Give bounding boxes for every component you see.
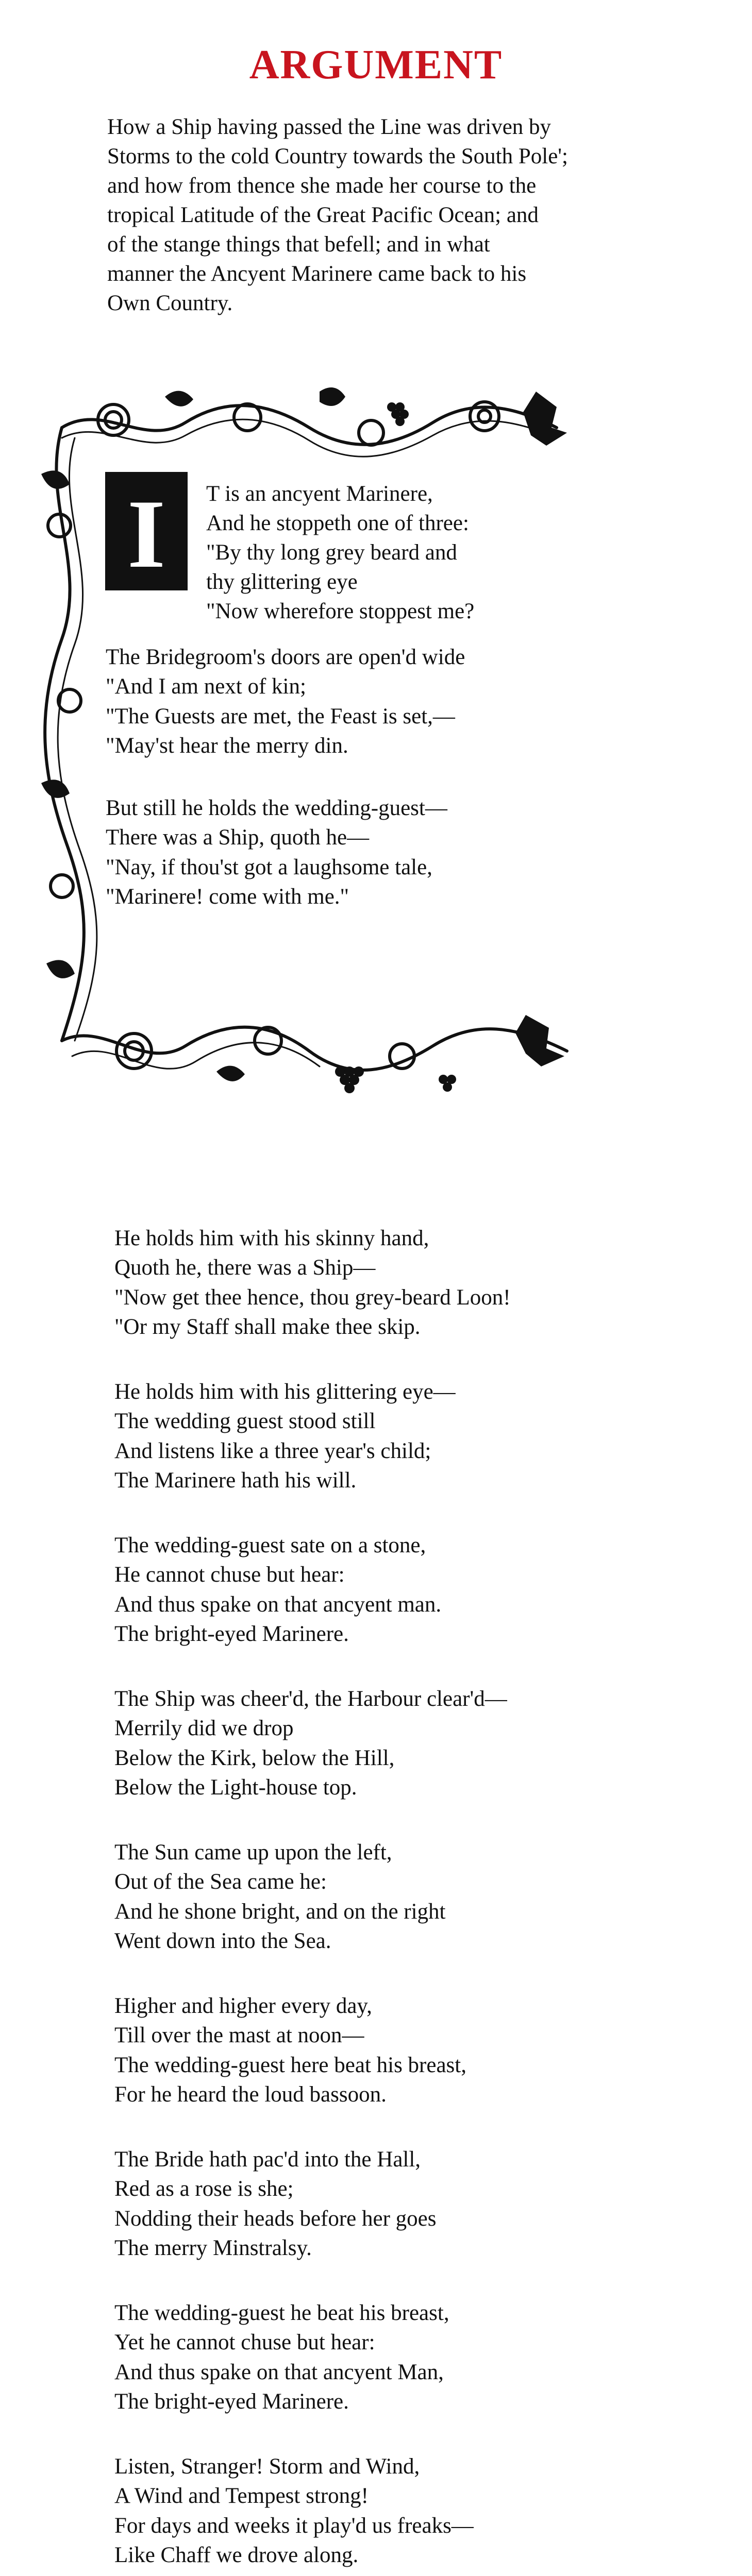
argument-line: of the stange things that befell; and in what — [107, 232, 490, 257]
verse-line: Like Chaff we drove along. — [114, 2543, 359, 2568]
verse-line: "By thy long grey beard and — [206, 540, 457, 565]
verse-line: Higher and higher every day, — [114, 1994, 372, 2018]
verse-line: "Or my Staff shall make thee skip. — [114, 1315, 421, 1340]
argument-paragraph — [107, 112, 664, 318]
stanza — [114, 1684, 507, 1803]
verse-line: The Ship was cheer'd, the Harbour clear'd— — [114, 1687, 507, 1711]
verse-line: Listen, Stranger! Storm and Wind, — [114, 2454, 420, 2479]
verse-line: T is an ancyent Marinere, — [206, 482, 433, 506]
stanza — [114, 2145, 437, 2263]
argument-line: tropical Latitude of the Great Pacific Ocean; and — [107, 203, 539, 227]
verse-line: The Sun came up upon the left, — [114, 1840, 392, 1865]
verse-line: "Now wherefore stoppest me? — [206, 599, 475, 623]
verse-line: The merry Minstralsy. — [114, 2236, 312, 2261]
verse-line: The wedding-guest here beat his breast, — [114, 2053, 466, 2077]
verse-line: The Bride hath pac'd into the Hall, — [114, 2147, 421, 2172]
framed-stanza — [106, 642, 465, 761]
verse-line: And he stoppeth one of three: — [206, 511, 469, 535]
stanza — [114, 1224, 511, 1342]
verse-line: But still he holds the wedding-guest— — [106, 796, 447, 820]
verse-line: A Wind and Tempest strong! — [114, 2484, 369, 2509]
argument-line: How a Ship having passed the Line was driven by — [107, 115, 552, 139]
verse-line: "And I am next of kin; — [106, 674, 306, 699]
verse-line: And he shone bright, and on the right — [114, 1899, 446, 1924]
argument-line: Storms to the cold Country towards the South Pole'; — [107, 144, 568, 168]
stanza — [114, 1838, 446, 1956]
verse-line: Went down into the Sea. — [114, 1929, 331, 1954]
verse-line: The wedding-guest sate on a stone, — [114, 1533, 426, 1557]
argument-line: and how from thence she made her course to the — [107, 174, 537, 198]
verse-line: "The Guests are met, the Feast is set,— — [106, 704, 455, 728]
stanza — [114, 1531, 441, 1649]
verse-line: Below the Light-house top. — [114, 1775, 357, 1800]
verse-line: Below the Kirk, below the Hill, — [114, 1745, 395, 1770]
stanza — [114, 2298, 449, 2417]
verse-line: And listens like a three year's child; — [114, 1438, 431, 1463]
verse-line: And thus spake on that ancyent Man, — [114, 2360, 444, 2384]
verse-line: He cannot chuse but hear: — [114, 1563, 345, 1587]
verse-line: He holds him with his skinny hand, — [114, 1226, 429, 1250]
verse-line: Quoth he, there was a Ship— — [114, 1256, 376, 1280]
verse-line: For days and weeks it play'd us freaks— — [114, 2513, 474, 2538]
verse-line: There was a Ship, quoth he— — [106, 825, 370, 850]
argument-line: Own Country. — [107, 291, 233, 315]
verse-line: And thus spake on that ancyent man. — [114, 1592, 442, 1617]
stanza — [114, 1991, 466, 2110]
verse-line: Till over the mast at noon— — [114, 2023, 364, 2048]
argument-line: manner the Ancyent Marinere came back to his — [107, 262, 527, 286]
verse-line: The Marinere hath his will. — [114, 1468, 357, 1493]
drop-cap-initial — [105, 472, 188, 590]
verse-line: Out of the Sea came he: — [114, 1870, 327, 1894]
verse-line: The wedding guest stood still — [114, 1409, 376, 1434]
argument-title: ARGUMENT — [249, 42, 503, 88]
stanza — [114, 2452, 474, 2570]
verse-line: The bright-eyed Marinere. — [114, 2389, 349, 2414]
verse-line: The wedding-guest he beat his breast, — [114, 2301, 449, 2325]
verse-line: "Nay, if thou'st got a laughsome tale, — [106, 855, 432, 879]
drop-cap-letter: I — [127, 480, 165, 588]
verse-line: "May'st hear the merry din. — [106, 734, 348, 758]
stanza — [114, 1377, 456, 1496]
verse-line: He holds him with his glittering eye— — [114, 1380, 456, 1404]
verse-line: "Marinere! come with me." — [106, 885, 349, 909]
verse-line: For he heard the loud bassoon. — [114, 2082, 387, 2107]
verse-line: "Now get thee hence, thou grey-beard Loon! — [114, 1285, 511, 1310]
verse-line: The Bridegroom's doors are open'd wide — [106, 645, 465, 669]
verse-line: Nodding their heads before her goes — [114, 2206, 437, 2231]
verse-line: Yet he cannot chuse but hear: — [114, 2330, 375, 2355]
verse-line: Red as a rose is she; — [114, 2177, 294, 2201]
verse-line: Merrily did we drop — [114, 1716, 294, 1741]
framed-stanza — [106, 793, 447, 912]
verse-line: The bright-eyed Marinere. — [114, 1622, 349, 1647]
verse-line: thy glittering eye — [206, 570, 358, 594]
